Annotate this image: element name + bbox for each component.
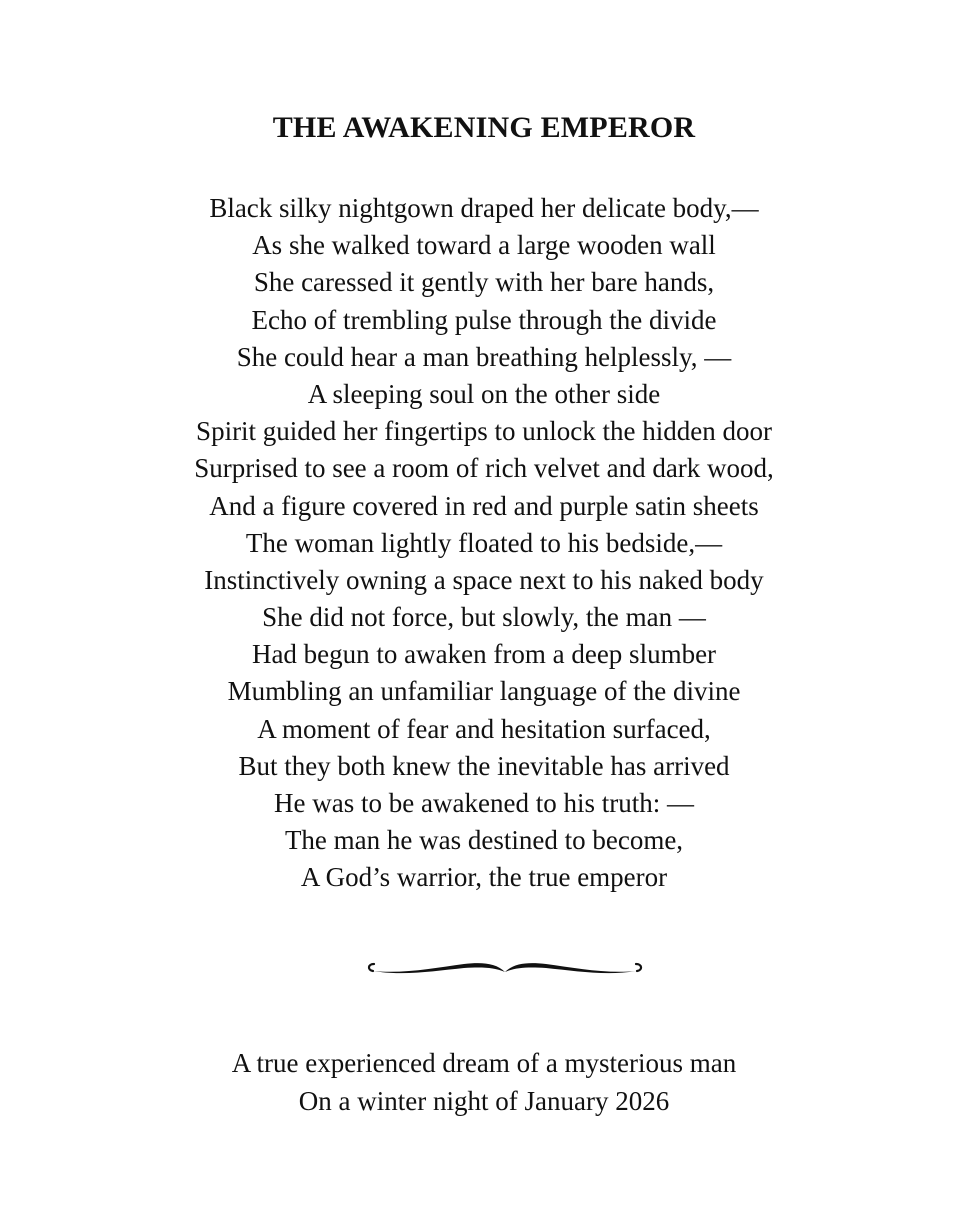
poem-line: She did not force, but slowly, the man — (262, 602, 706, 633)
poem-line: Black silky nightgown draped her delicate body,— (209, 193, 759, 223)
dream-note-line-1: A true experienced dream of a mysterious man (231, 1048, 737, 1078)
poem-line: Had begun to awaken from a deep slumber (251, 639, 717, 670)
poem-line: The woman lightly floated to his bedside,— (245, 527, 723, 558)
poem-line: Mumbling an unfamiliar language of the divine (227, 676, 741, 707)
poem-line: As she walked toward a large wooden wall (252, 230, 716, 261)
poem-line: A moment of fear and hesitation surfaced, (257, 713, 711, 744)
dream-note (0, 1044, 968, 1120)
poem-line: Echo of trembling pulse through the divide (251, 304, 717, 335)
poem-line: A sleeping soul on the other side (307, 378, 661, 409)
poem-line: But they both knew the inevitable has arrived (238, 750, 730, 781)
poem-line: He was to be awakened to his truth: — (274, 788, 694, 818)
poem-body (0, 190, 968, 897)
poem-line: The man he was destined to become, (284, 825, 684, 856)
poem-line: She caressed it gently with her bare hands, (253, 267, 715, 298)
poem-line: Instinctively owning a space next to his naked body (204, 564, 764, 595)
poem-line: And a figure covered in red and purple satin sheets (209, 490, 759, 521)
dream-note-line-2: On a winter night of January 2026 (298, 1086, 670, 1116)
poem-line: A God’s warrior, the true emperor (300, 862, 668, 893)
poem-line: She could hear a man breathing helplessly, — (236, 341, 732, 372)
poem-title: THE AWAKENING EMPEROR (272, 111, 696, 144)
poem-line: Surprised to see a room of rich velvet and dark wood, (194, 453, 774, 484)
flourish-divider-icon (364, 948, 646, 982)
poem-line: Spirit guided her fingertips to unlock the hidden door (196, 416, 772, 447)
